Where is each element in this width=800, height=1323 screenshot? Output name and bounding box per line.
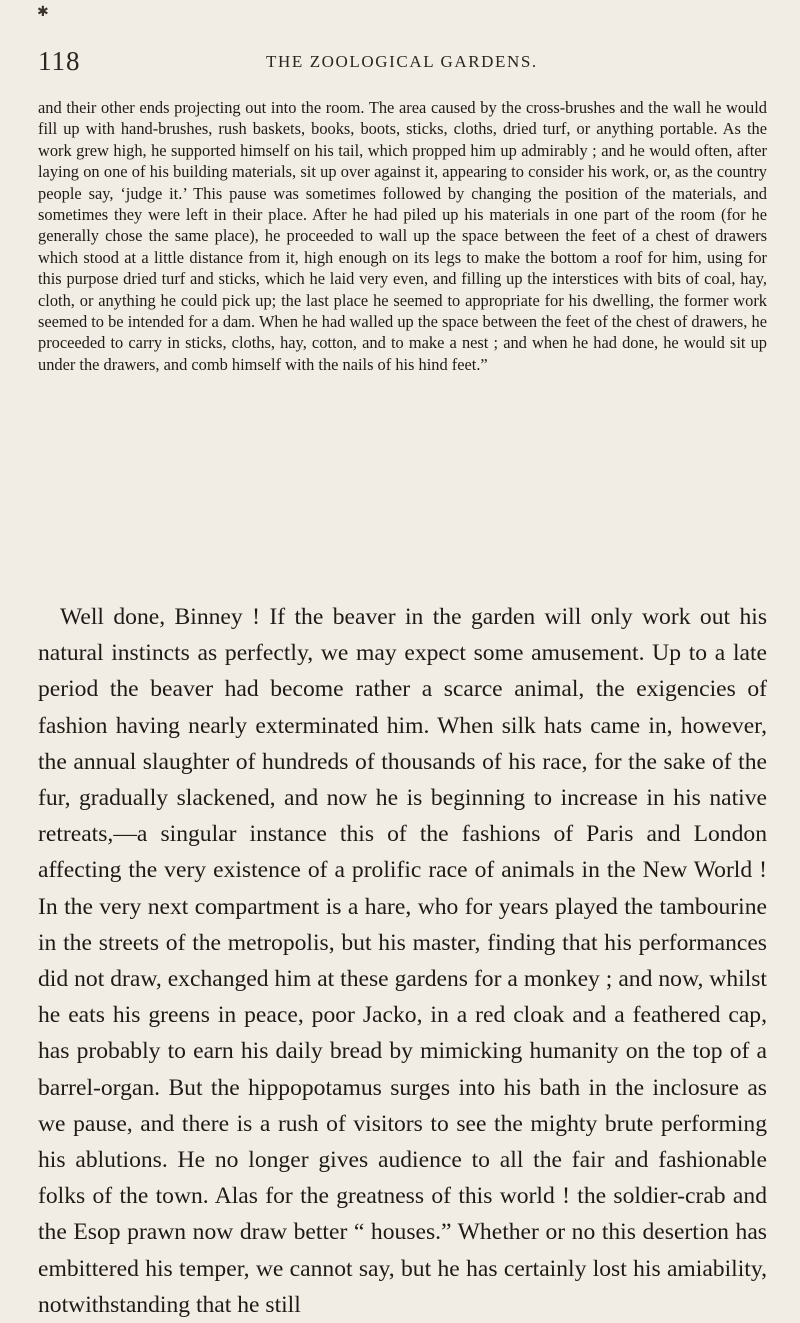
- running-head: THE ZOOLOGICAL GARDENS.: [266, 52, 538, 71]
- quote-paragraph: and their other ends projecting out into the room. The area caused by the cross-brushes and the wall he would fill up with hand-brushes, rush baskets, books, boots, sticks, cloths, dried turf, or anything portable. As the work grew high, he supported himself on his tail, which propped him up admirably ; and he would often, after laying on one of his building materials, sit up over against it, appearing to consider his work, or, as the country people say, ‘judge it.’ This pause was sometimes followed by changing the position of the materials, and sometimes they were left in their place. After he had piled up his materials in one part of the room (for he generally chose the same place), he proceeded to wall up the space between the feet of a chest of drawers which stood at a little distance from it, high enough on its legs to make the bottom a roof for him, using for this purpose dried turf and sticks, which he laid very even, and filling up the interstices with bits of coal, hay, cloth, or anything he could pick up; the last place he seemed to appropriate for his dwelling, the former work seemed to be intended for a dam. When he had walled up the space between the feet of the chest of drawers, he proceeded to carry in sticks, cloths, hay, cotton, and to make a nest ; and when he had done, he would sit up under the drawers, and comb himself with the nails of his hind feet.”: [38, 98, 767, 374]
- printer-mark: ✱: [37, 4, 49, 20]
- quoted-passage: [38, 97, 767, 375]
- main-passage: [38, 599, 767, 1323]
- page-number: 118: [38, 46, 81, 76]
- main-paragraph: Well done, Binney ! If the beaver in the garden will only work out his natural instincts as perfectly, we may expect some amusement. Up to a late period the beaver had become rather a scarce animal, the exigencies of fashion having nearly exterminated him. When silk hats came in, however, the annual slaughter of hundreds of thousands of his race, for the sake of the fur, gradually slackened, and now he is beginning to increase in his native retreats,—a singular instance this of the fashions of Paris and London affecting the very existence of a prolific race of animals in the New World ! In the very next compartment is a hare, who for years played the tambourine in the streets of the metropolis, but his master, finding that his performances did not draw, exchanged him at these gardens for a monkey ; and now, whilst he eats his greens in peace, poor Jacko, in a red cloak and a feathered cap, has probably to earn his daily bread by mimicking humanity on the top of a barrel-organ. But the hippopotamus surges into his bath in the inclosure as we pause, and there is a rush of visitors to see the mighty brute performing his ablutions. He no longer gives audience to all the fair and fashionable folks of the town. Alas for the greatness of this world ! the soldier-crab and the Esop prawn now draw better “ houses.” Whether or no this desertion has embittered his temper, we cannot say, but he has certainly lost his amiability, notwithstanding that he still: [38, 604, 767, 1318]
- page-header: [38, 46, 768, 80]
